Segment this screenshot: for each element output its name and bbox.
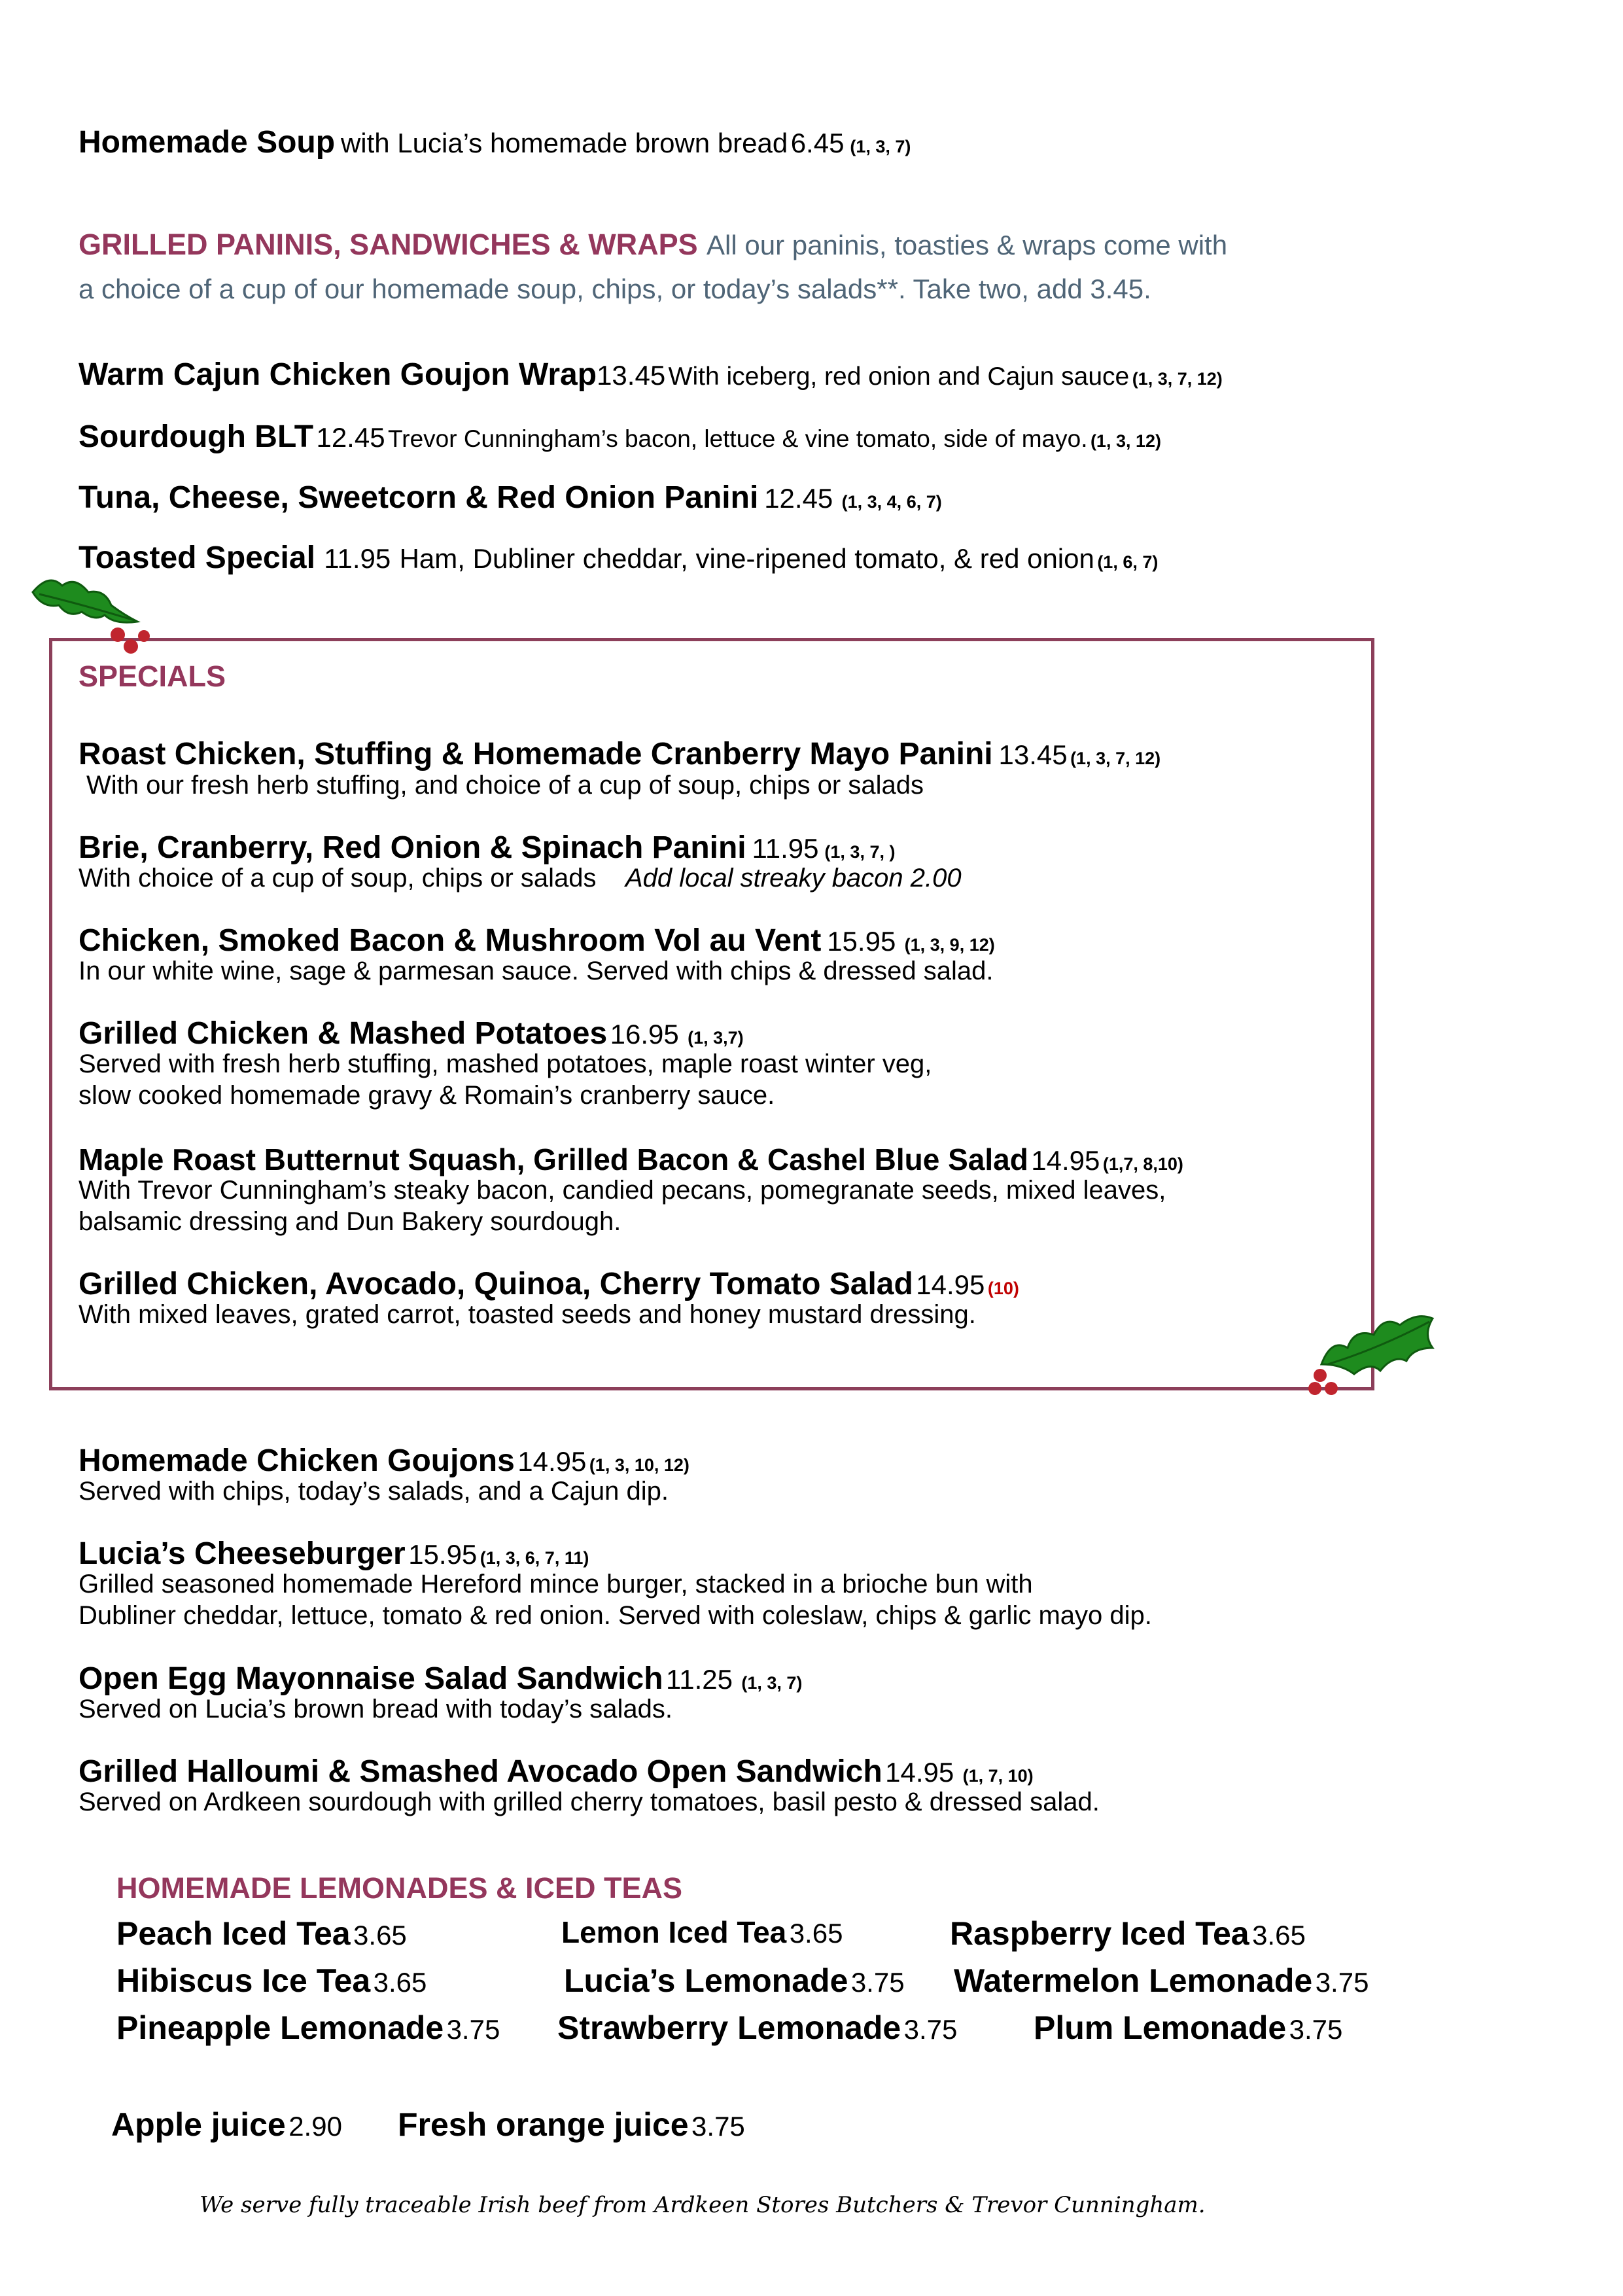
item-desc: With our fresh herb stuffing, and choice of a cup of soup, chips or salads [86, 771, 924, 800]
menu-item [79, 540, 1158, 576]
drink-price: 3.75 [1289, 2014, 1343, 2045]
item-allergens: (1, 3, 7, 12) [1132, 369, 1223, 389]
item-desc: Grilled seasoned homemade Hereford mince burger, stacked in a brioche bun with [79, 1570, 1033, 1598]
item-name: Open Egg Mayonnaise Salad Sandwich [79, 1661, 663, 1696]
item-price: 11.25 [665, 1664, 733, 1695]
item-desc: with Lucia’s homemade brown bread [340, 128, 788, 158]
drink-name: Pineapple Lemonade [116, 2009, 444, 2046]
drink-item [116, 1915, 407, 1952]
item-name: Chicken, Smoked Bacon & Mushroom Vol au Vent [79, 923, 822, 958]
menu-item [79, 1754, 1034, 1790]
item-desc: With mixed leaves, grated carrot, toasted seeds and honey mustard dressing. [79, 1300, 976, 1329]
drink-name: Strawberry Lemonade [557, 2009, 901, 2046]
item-name: Homemade Chicken Goujons [79, 1443, 515, 1478]
item-desc: Served on Lucia’s brown bread with today’s salads. [79, 1695, 672, 1723]
item-allergens: (1, 3,7) [688, 1028, 744, 1048]
drink-item [557, 2009, 957, 2047]
drink-name: Lucia’s Lemonade [564, 1962, 848, 1999]
item-price: 6.45 [790, 128, 845, 158]
item-allergens: (1, 3, 4, 6, 7) [841, 492, 942, 512]
drink-name: Plum Lemonade [1034, 2009, 1287, 2046]
holly-icon [1302, 1302, 1446, 1400]
drink-item [564, 1962, 905, 2000]
item-desc: In our white wine, sage & parmesan sauce. Served with chips & dressed salad. [79, 957, 994, 985]
item-name: Warm Cajun Chicken Goujon Wrap [79, 357, 597, 392]
item-allergens: (1, 3, 7, ) [824, 842, 896, 862]
item-allergens: (1, 7, 10) [962, 1766, 1034, 1786]
drink-item [954, 1962, 1369, 2000]
item-name: Tuna, Cheese, Sweetcorn & Red Onion Panini [79, 480, 759, 515]
item-desc: Served with chips, today’s salads, and a Cajun dip. [79, 1477, 669, 1506]
item-price: 13.45 [597, 360, 666, 391]
item-price: 15.95 [408, 1539, 478, 1570]
item-desc: Trevor Cunningham’s bacon, lettuce & vine tomato, side of mayo. [388, 425, 1088, 452]
item-allergens: (1, 3, 7) [741, 1673, 803, 1693]
item-desc: Served on Ardkeen sourdough with grilled cherry tomatoes, basil pesto & dressed salad. [79, 1788, 1100, 1816]
item-price: 14.95 [916, 1269, 985, 1300]
item-name: Roast Chicken, Stuffing & Homemade Cranberry Mayo Panini [79, 737, 993, 771]
drink-name: Watermelon Lemonade [954, 1962, 1313, 1999]
item-price: 11.95 [324, 543, 391, 574]
item-desc: slow cooked homemade gravy & Romain’s cranberry sauce. [79, 1081, 775, 1110]
juice-item [111, 2106, 342, 2144]
paninis-heading-line [79, 228, 1227, 262]
item-price: 16.95 [610, 1019, 679, 1050]
menu-item [79, 830, 895, 866]
item-price: 12.45 [316, 422, 385, 453]
item-desc: balsamic dressing and Dun Bakery sourdough. [79, 1207, 621, 1236]
item-allergens: (1,7, 8,10) [1102, 1154, 1183, 1174]
drink-name: Hibiscus Ice Tea [116, 1962, 371, 1999]
menu-item [79, 1443, 689, 1479]
item-name: Homemade Soup [79, 125, 336, 160]
item-price: 13.45 [998, 739, 1068, 770]
drink-item [1034, 2009, 1342, 2047]
menu-item [79, 1536, 589, 1572]
item-allergens: (1, 3, 10, 12) [589, 1455, 689, 1475]
drink-price: 3.75 [850, 1967, 905, 1998]
drink-name: Lemon Iced Tea [561, 1915, 787, 1949]
drink-name: Raspberry Iced Tea [950, 1915, 1249, 1952]
juice-item [398, 2106, 745, 2144]
drink-price: 3.75 [1315, 1967, 1369, 1998]
item-price: 15.95 [827, 926, 896, 957]
section-heading: GRILLED PANINIS, SANDWICHES & WRAPS [79, 228, 698, 261]
drink-item [116, 2009, 500, 2047]
item-name: Toasted Special [79, 540, 315, 575]
item-desc: Dubliner cheddar, lettuce, tomato & red onion. Served with coleslaw, chips & garlic mayo dip. [79, 1601, 1152, 1630]
drink-price: 3.65 [373, 1967, 427, 1998]
menu-item [79, 1266, 1019, 1302]
menu-item [79, 1142, 1183, 1177]
item-name: Grilled Halloumi & Smashed Avocado Open Sandwich [79, 1754, 882, 1789]
drink-price: 3.75 [446, 2014, 500, 2045]
drink-item [561, 1915, 843, 1950]
menu-item [79, 357, 1223, 393]
drink-name: Peach Iced Tea [116, 1915, 351, 1952]
section-intro-line2: a choice of a cup of our homemade soup, chips, or today’s salads**. Take two, add 3.45. [79, 274, 1151, 304]
item-allergens: (1, 3, 6, 7, 11) [480, 1548, 589, 1568]
item-price: 12.45 [764, 483, 833, 514]
item-name: Lucia’s Cheeseburger [79, 1536, 406, 1571]
item-desc: With Trevor Cunningham’s steaky bacon, candied pecans, pomegranate seeds, mixed leaves, [79, 1176, 1166, 1205]
item-desc [79, 862, 962, 894]
item-price: 11.95 [752, 833, 819, 864]
item-price: 14.95 [517, 1446, 587, 1477]
item-name: Grilled Chicken & Mashed Potatoes [79, 1016, 608, 1051]
drink-price: 3.65 [353, 1920, 407, 1951]
menu-item [79, 480, 942, 516]
menu-item [79, 923, 995, 959]
drink-name: Fresh orange juice [398, 2106, 689, 2143]
item-desc: Ham, Dubliner cheddar, vine-ripened tomato, & red onion [399, 543, 1094, 574]
item-price: 14.95 [885, 1757, 954, 1788]
item-desc-text: With choice of a cup of soup, chips or salads [79, 864, 597, 892]
drink-price: 3.65 [1252, 1920, 1306, 1951]
drink-item [950, 1915, 1306, 1952]
menu-item [79, 736, 1161, 772]
drink-price: 3.65 [789, 1918, 843, 1949]
footer-note: We serve fully traceable Irish beef from Ardkeen Stores Butchers & Trevor Cunningham. [200, 2192, 1206, 2218]
section-heading: HOMEMADE LEMONADES & ICED TEAS [116, 1871, 683, 1905]
item-allergens: (10) [987, 1279, 1019, 1298]
item-desc: With iceberg, red onion and Cajun sauce [668, 362, 1130, 391]
drink-price: 3.75 [903, 2014, 958, 2045]
item-allergens: (1, 3, 7) [850, 137, 911, 156]
item-name: Maple Roast Butternut Squash, Grilled Bacon & Cashel Blue Salad [79, 1142, 1028, 1176]
item-allergens: (1, 3, 12) [1090, 431, 1161, 451]
drink-name: Apple juice [111, 2106, 286, 2143]
item-allergens: (1, 3, 9, 12) [904, 935, 995, 955]
holly-icon [26, 569, 150, 658]
section-intro: All our paninis, toasties & wraps come with [707, 230, 1228, 260]
menu-item [79, 1661, 802, 1697]
menu-item [79, 1016, 744, 1051]
menu-item [79, 419, 1161, 455]
item-price: 14.95 [1031, 1145, 1100, 1176]
item-name: Brie, Cranberry, Red Onion & Spinach Panini [79, 830, 746, 865]
item-desc: Served with fresh herb stuffing, mashed potatoes, maple roast winter veg, [79, 1050, 932, 1078]
item-allergens: (1, 6, 7) [1097, 552, 1159, 572]
section-heading: SPECIALS [79, 660, 226, 693]
item-note: Add local streaky bacon 2.00 [625, 864, 962, 892]
drink-item [116, 1962, 427, 2000]
item-allergens: (1, 3, 7, 12) [1070, 749, 1161, 768]
item-name: Sourdough BLT [79, 419, 314, 454]
drink-price: 3.75 [691, 2111, 745, 2142]
drink-price: 2.90 [288, 2111, 342, 2142]
item-name: Grilled Chicken, Avocado, Quinoa, Cherry Tomato Salad [79, 1267, 913, 1301]
soup-line [79, 124, 911, 160]
